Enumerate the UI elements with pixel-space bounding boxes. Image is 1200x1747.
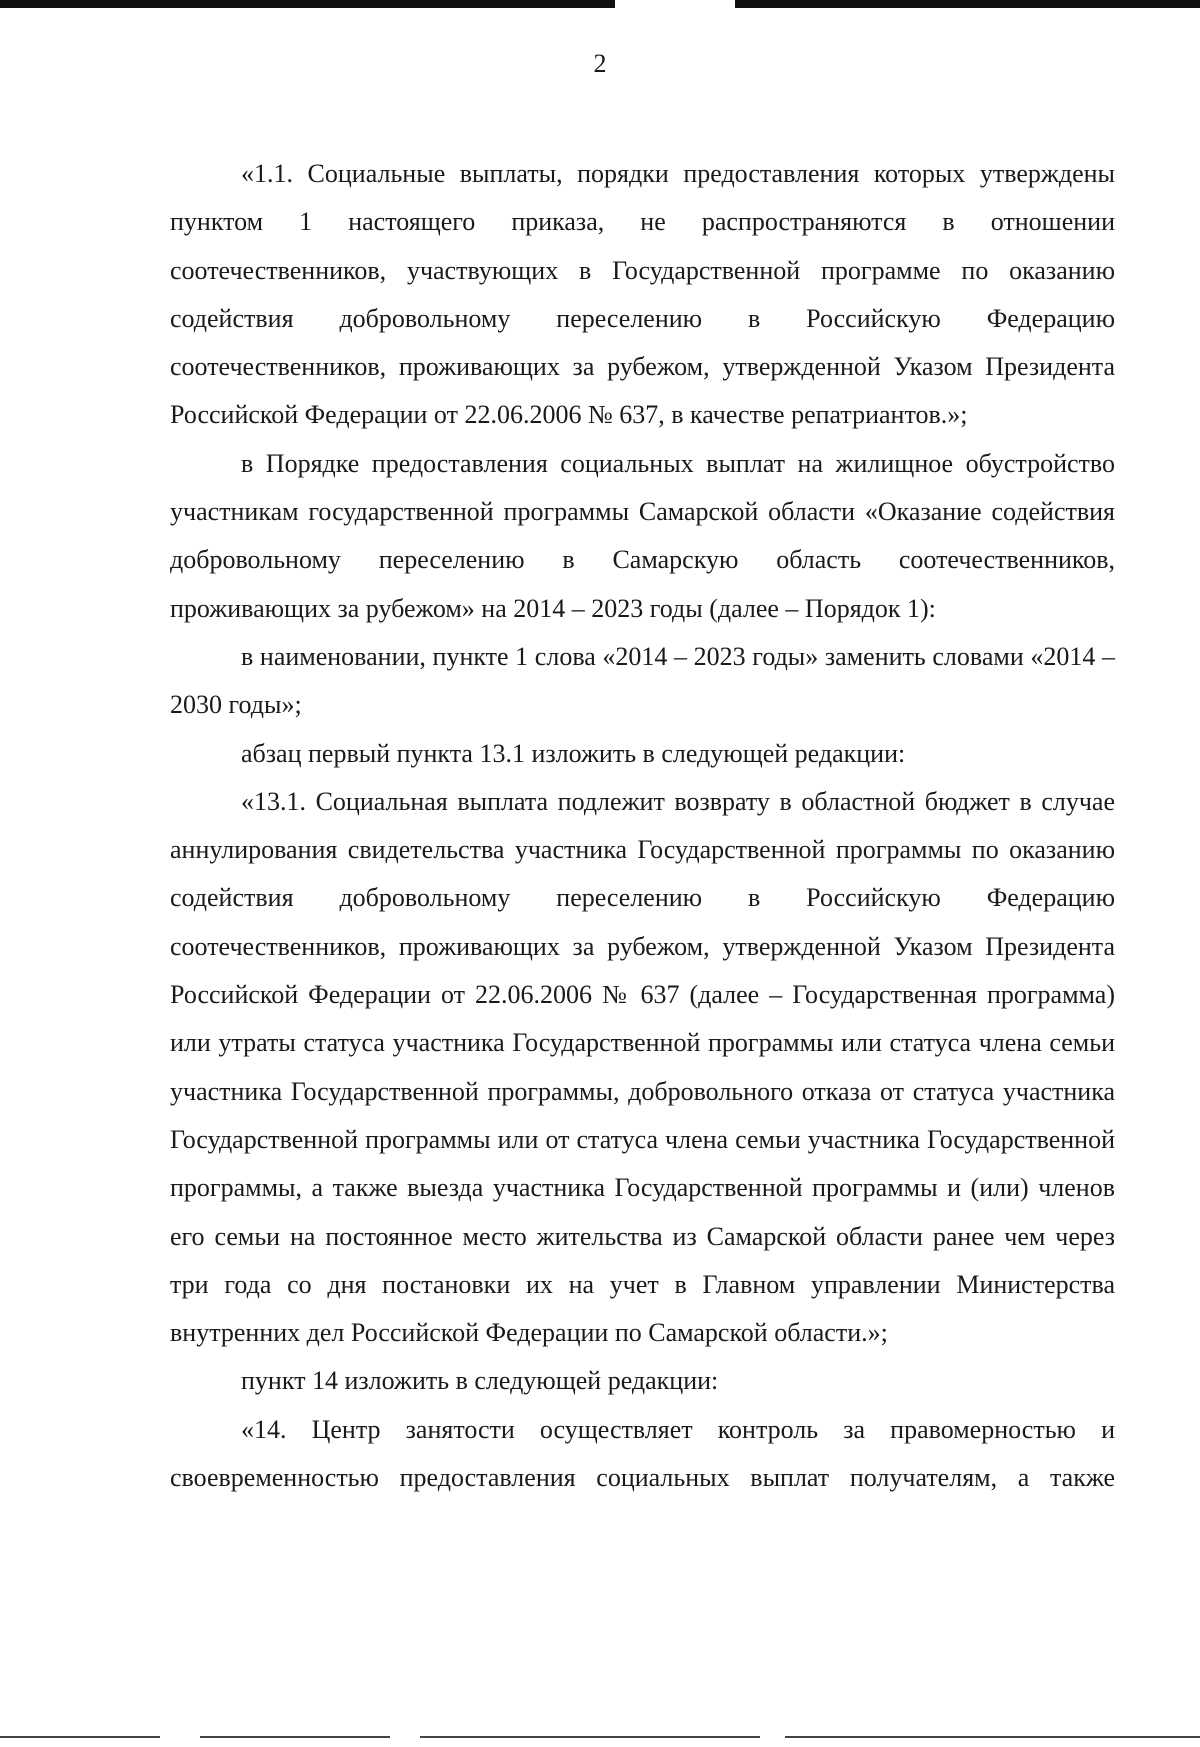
scan-edge-gap	[160, 1734, 200, 1740]
scan-edge-gap	[390, 1734, 420, 1740]
paragraph-13-1-intro: абзац первый пункта 13.1 изложить в следующей редакции:	[241, 738, 906, 768]
scan-edge-gap	[615, 0, 735, 8]
paragraph-1-1-amendment: «1.1. Социальные выплаты, порядки предоставления которых утверждены пунктом 1 настоящего приказа, не распространяются в отношении соотечественников, участвующих в Государственной программе по оказанию содействия добровольному переселению в Российскую Федерацию соотечественников, проживающих за рубежом, утвержденной Указом Президента Российской Федерации от 22.06.2006 № 637, в качестве репатриантов.»;	[170, 159, 1115, 430]
paragraph-13-1-text: «13.1. Социальная выплата подлежит возврату в областной бюджет в случае аннулирования свидетельства участника Государственной программы по оказанию содействия добровольному переселению в Российскую Федерацию соотечественников, проживающих за рубежом, утвержденной Указом Президента Российской Федерации от 22.06.2006 № 637 (далее – Государственная программа) или утраты статуса участника Государственной программы или статуса члена семьи участника Государственной программы, добровольного отказа от статуса участника Государственной программы или от статуса члена семьи участника Государственной программы, а также выезда участника Государственной программы и (или) членов его семьи на постоянное место жительства из Самарской области ранее чем через три года со дня постановки их на учет в Главном управлении Министерства внутренних дел Российской Федерации по Самарской области.»;	[170, 786, 1115, 1348]
paragraph-title-change: в наименовании, пункте 1 слова «2014 – 2023 годы» заменить словами «2014 – 2030 годы»;	[170, 641, 1115, 720]
paragraph-procedure-1: в Порядке предоставления социальных выплат на жилищное обустройство участникам государственной программы Самарской области «Оказание содействия добровольному переселению в Самарскую область соотечественников, проживающих за рубежом» на 2014 – 2023 годы (далее – Порядок 1):	[170, 448, 1115, 623]
scan-edge-gap	[760, 1734, 785, 1740]
page-number: 2	[593, 49, 607, 78]
scan-edge-top	[0, 0, 1200, 8]
document-body	[170, 150, 1115, 1502]
paragraph-14-text: «14. Центр занятости осуществляет контроль за правомерностью и своевременностью предоставления социальных выплат получателям, а также	[170, 1414, 1115, 1493]
paragraph-14-intro: пункт 14 изложить в следующей редакции:	[241, 1366, 719, 1396]
